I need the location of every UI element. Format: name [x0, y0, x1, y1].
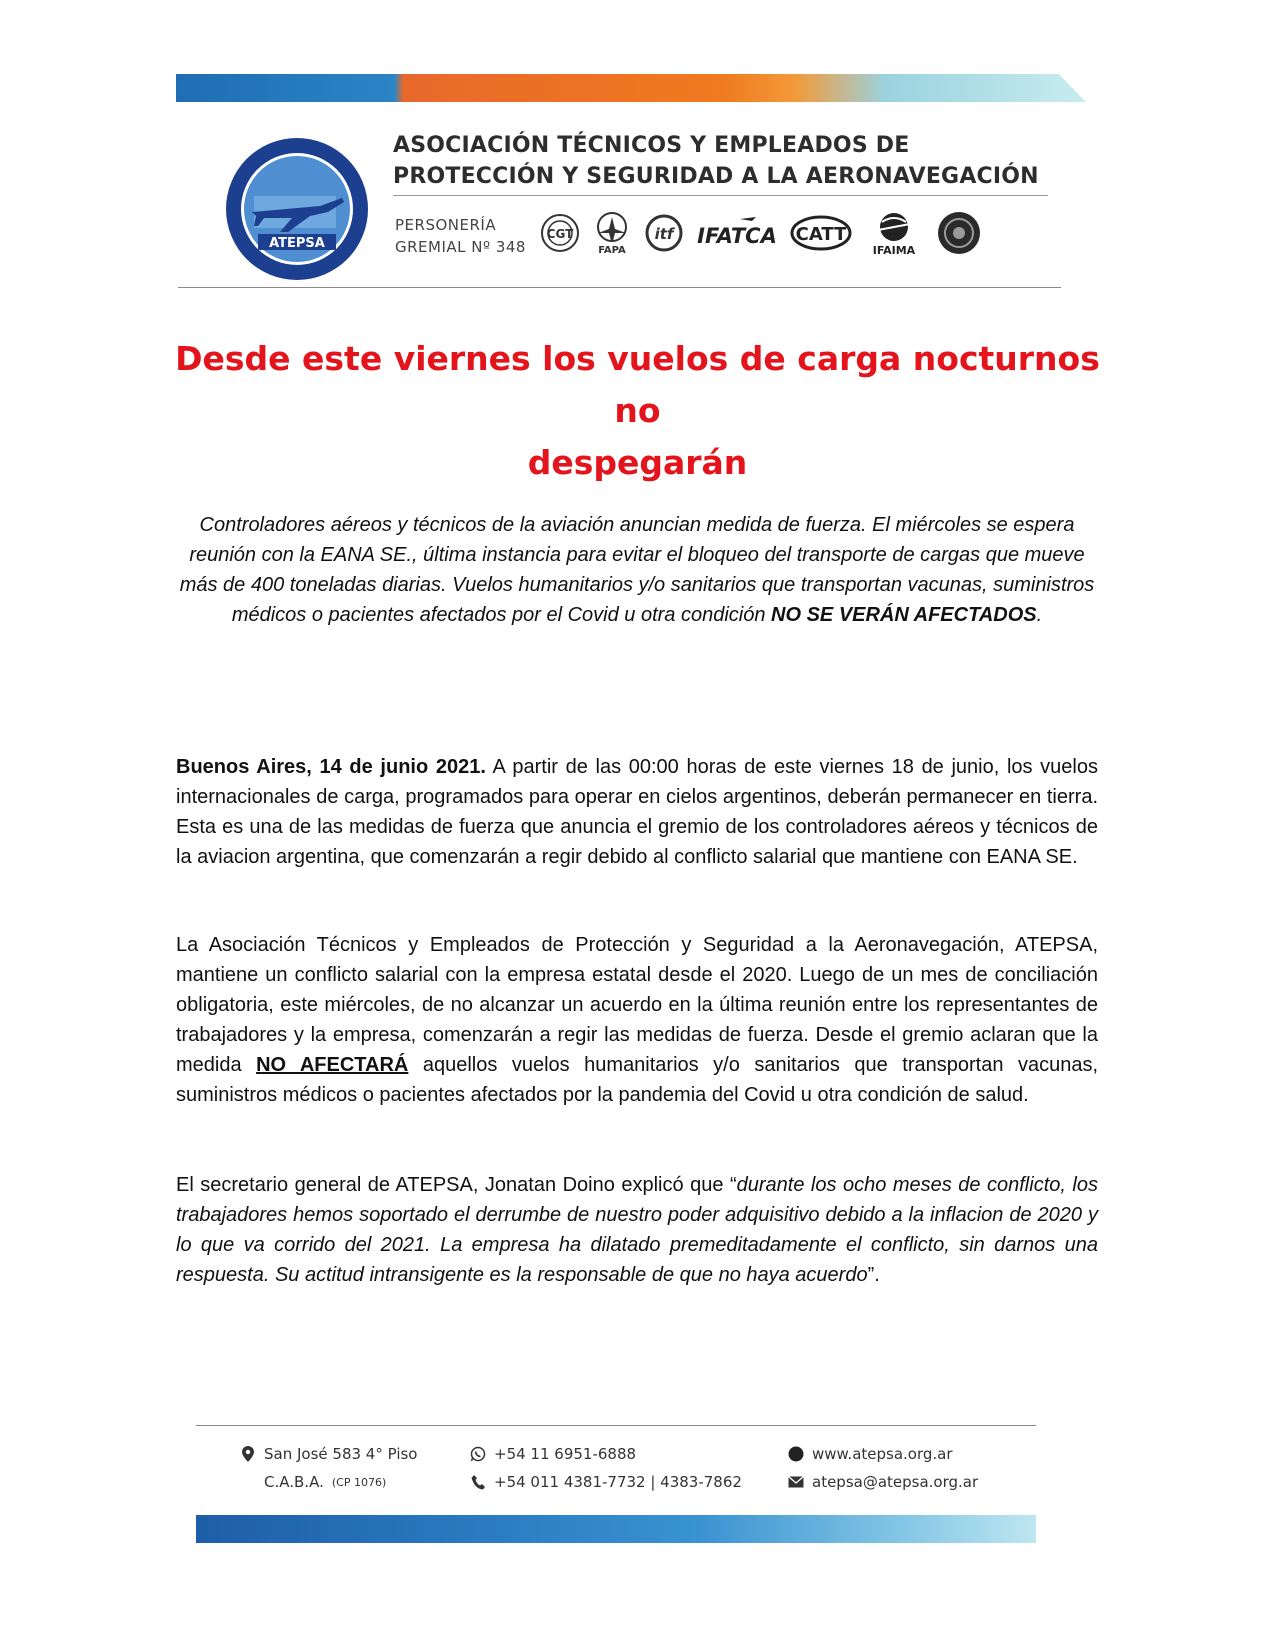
globe-icon [788, 1446, 804, 1462]
ifatsea-logo [936, 210, 982, 256]
footer-address [240, 1440, 418, 1496]
catt-logo [790, 210, 852, 256]
headline-line2: despegarán [527, 443, 748, 482]
footer-color-band [196, 1515, 1036, 1543]
phone-icon [470, 1474, 486, 1490]
address-line1: San José 583 4° Piso [264, 1445, 418, 1463]
p3-quote: durante los ocho meses de conflicto, los trabajadores hemos soportado el derrumbe de nuestro poder adquisitivo debido a la inflacion de 2020 y lo que va corrido del 2021. La empresa ha dilatado premeditadamente el conflicto, sin darnos una respuesta. Su actitud intransigente es la responsable de que no haya acuerdo [176, 1174, 1098, 1286]
footer-online [788, 1440, 978, 1496]
footer-phones [470, 1440, 742, 1496]
affiliation-logos [540, 208, 982, 258]
email-link[interactable]: atepsa@atepsa.org.ar [812, 1473, 979, 1491]
email-icon [788, 1474, 804, 1490]
org-name-line1: ASOCIACIÓN TÉCNICOS Y EMPLEADOS DE [393, 133, 910, 158]
seal-label: ATEPSA [269, 236, 325, 251]
svg-text:IFATCA: IFATCA [697, 224, 777, 248]
phone-numbers[interactable]: +54 011 4381-7732 | 4383-7862 [494, 1473, 742, 1491]
org-divider [393, 195, 1048, 196]
itf-logo [644, 210, 684, 256]
p3-end: ”. [867, 1264, 880, 1286]
header-color-band [176, 74, 1086, 102]
ifatca-logo [696, 210, 778, 256]
ifaima-logo [864, 210, 924, 256]
svg-text:CGT: CGT [546, 227, 574, 241]
lead-paragraph [178, 510, 1096, 630]
address-line2: C.A.B.A. [264, 1473, 324, 1491]
lead-text: Controladores aéreos y técnicos de la aviación anuncian medida de fuerza. El miércoles se espera reunión con la EANA SE., última instancia para evitar el bloqueo del transporte de cargas que mueve más de 400 toneladas diarias. Vuelos humanitarios y/o sanitarios que transportan vacunas, suministros médicos o pacientes afectados por el Covid u otra condición [179, 514, 1095, 626]
svg-text:CATT: CATT [795, 224, 847, 245]
footer-divider [196, 1425, 1036, 1426]
whatsapp-icon [470, 1446, 486, 1462]
p2-end: aquellos vuelos humanitarios y/o sanitarios que transportan vacunas, suministros médicos o pacientes afectados por la pandemia del Covid u otra condición de salud. [176, 1054, 1098, 1106]
atepsa-seal-logo [224, 136, 370, 282]
cgt-logo [540, 210, 580, 256]
org-name [393, 130, 1053, 192]
lead-emphasis: NO SE VERÁN AFECTADOS [771, 604, 1037, 626]
body-paragraph-1 [176, 752, 1098, 872]
p2-emphasis: NO AFECTARÁ [256, 1054, 409, 1076]
website-link[interactable]: www.atepsa.org.ar [812, 1445, 953, 1463]
headline-line1: Desde este viernes los vuelos de carga nocturnos no [175, 339, 1100, 430]
lead-end: . [1036, 604, 1043, 626]
personeria-gremial [395, 214, 526, 258]
svg-text:FAPA: FAPA [598, 245, 626, 255]
body-paragraph-3 [176, 1170, 1098, 1290]
p3-start: El secretario general de ATEPSA, Jonatan Doino explicó que “ [176, 1174, 737, 1196]
address-cp: (CP 1076) [331, 1475, 387, 1489]
location-pin-icon [240, 1446, 256, 1462]
header-divider [178, 287, 1061, 288]
personeria-line1: PERSONERÍA [395, 216, 497, 234]
p1-text: A partir de las 00:00 horas de este viernes 18 de junio, los vuelos internacionales de carga, programados para operar en cielos argentinos, deberán permanecer en tierra. Esta es una de las medidas de fuerza que anuncia el gremio de los controladores aéreos y técnicos de la aviacion argentina, que comenzarán a regir debido al conflicto salarial que mantiene con EANA SE. [176, 756, 1098, 868]
svg-text:IFAIMA: IFAIMA [872, 244, 916, 256]
dateline: Buenos Aires, 14 de junio 2021. [176, 756, 486, 778]
p2-start: La Asociación Técnicos y Empleados de Protección y Seguridad a la Aeronavegación, ATEPSA, mantiene un conflicto salarial con la empresa estatal desde el 2020. Luego de un mes de conciliación obligatoria, este miércoles, de no alcanzar un acuerdo en la última reunión entre los representantes de trabajadores y la empresa, comenzarán a regir las medidas de fuerza. Desde el gremio aclaran que la medida [176, 934, 1098, 1076]
headline [160, 333, 1115, 489]
body-paragraph-2 [176, 930, 1098, 1110]
whatsapp-number[interactable]: +54 11 6951-6888 [494, 1445, 637, 1463]
fapa-logo [592, 210, 632, 256]
svg-text:itf: itf [654, 225, 674, 243]
personeria-line2: GREMIAL Nº 348 [395, 238, 526, 256]
org-name-line2: PROTECCIÓN Y SEGURIDAD A LA AERONAVEGACIÓN [393, 164, 1039, 189]
